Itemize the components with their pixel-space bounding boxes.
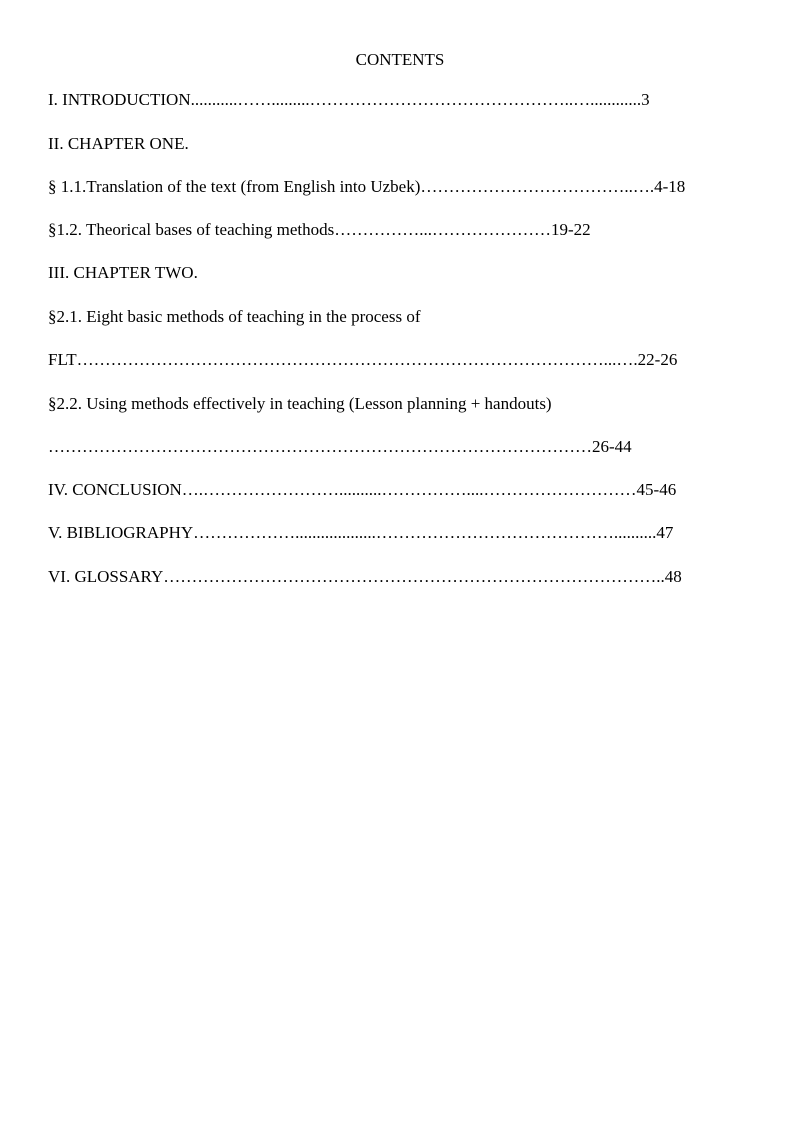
toc-entry-glossary: VI. GLOSSARY……………………………………………………………………………..48 <box>48 567 682 586</box>
contents-title: CONTENTS <box>355 50 445 69</box>
toc-entry-chapter-two: III. CHAPTER TWO. <box>48 263 198 282</box>
toc-entry-conclusion: IV. CONCLUSION….……………………..........……………....………………………45-46 <box>48 480 677 499</box>
toc-entry-introduction: I. INTRODUCTION...........…….........………………………………………..…............3 <box>48 90 650 109</box>
toc-entry-2-1: §2.1. Eight basic methods of teaching in the process of <box>48 307 421 326</box>
toc-entry-2-2: §2.2. Using methods effectively in teaching (Lesson planning + handouts) <box>48 394 552 413</box>
toc-entry-1-1: § 1.1.Translation of the text (from English into Uzbek)………………………………..….4-18 <box>48 177 686 196</box>
toc-entry-bibliography: V. BIBLIOGRAPHY………………...................……………………………………..........47 <box>48 523 674 542</box>
toc-entry-2-2-cont: ……………………………………………………………………………………26-44 <box>48 437 632 456</box>
toc-entry-chapter-one: II. CHAPTER ONE. <box>48 134 189 153</box>
toc-entry-2-1-cont: FLT…………………………………………………………………………………...….22-26 <box>48 350 678 369</box>
toc-entry-1-2: §1.2. Theorical bases of teaching methods……………...…………………19-22 <box>48 220 591 239</box>
